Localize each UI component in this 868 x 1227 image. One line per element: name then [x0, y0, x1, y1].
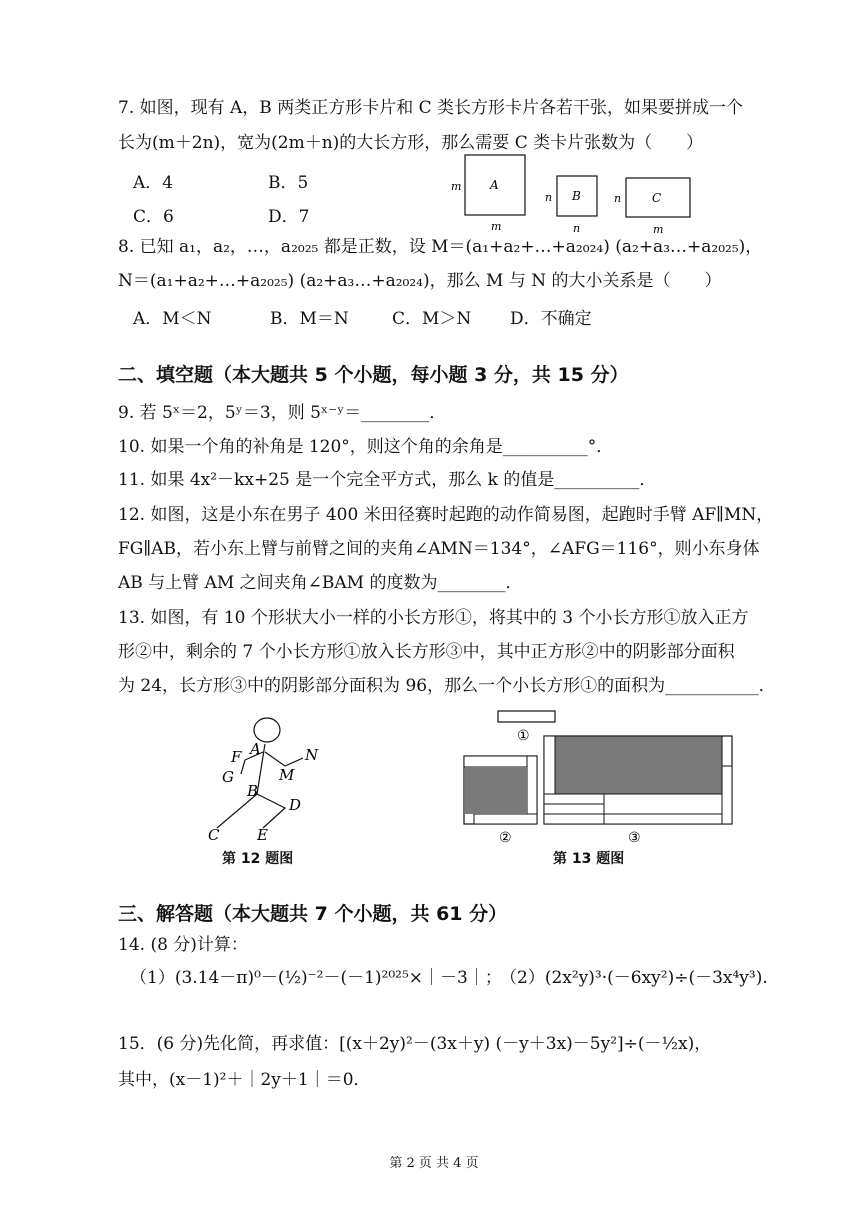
- q9-line: 9. 若 5ˣ＝2，5ʸ＝3，则 5ˣ⁻ʸ＝________．: [118, 403, 447, 423]
- q14-part-1: （1）(3.14－π)⁰－(½)⁻²－(－1)²⁰²⁵×｜－3｜；: [130, 968, 502, 988]
- label-circle-1: ①: [517, 728, 530, 744]
- square-2-top-strip: [464, 756, 527, 767]
- point-n-label: N: [305, 746, 319, 764]
- q15-line-1: 15．(6 分)先化简，再求值：[(x＋2y)²－(3x＋y) (－y＋3x)－5y²]÷(－½x)，: [118, 1034, 712, 1054]
- card-a-side-bottom: m: [491, 220, 502, 233]
- section-2-heading: 二、填空题（本大题共 5 个小题，每小题 3 分，共 15 分）: [118, 364, 629, 386]
- card-b-label: B: [572, 189, 581, 203]
- point-b-label: B: [247, 782, 259, 800]
- point-f-label: F: [231, 748, 242, 766]
- card-a-label: A: [490, 178, 499, 192]
- square-2-shaded-area: [465, 767, 527, 814]
- point-c-label: C: [208, 826, 220, 844]
- page-footer: 第 2 页 共 4 页: [389, 1156, 479, 1171]
- card-c-label: C: [652, 191, 662, 205]
- q8-option-a: A．M＜N: [133, 309, 212, 329]
- card-a-side-left: m: [451, 180, 462, 193]
- rectangle-3-stack-2: [544, 804, 604, 814]
- label-circle-3: ③: [628, 830, 641, 846]
- q7-line-2: 长为(m＋2n)，宽为(2m＋n)的大长方形，那么需要 C 类卡片张数为（ ）: [118, 133, 704, 153]
- rectangle-3-right-strip: [722, 766, 732, 824]
- small-rectangle-1: [498, 711, 555, 722]
- point-m-label: M: [279, 766, 295, 784]
- q14-title: 14. (8 分)计算：: [118, 935, 248, 955]
- square-2-right-strip: [527, 756, 537, 814]
- q12-line-2: FG∥AB，若小东上臂与前臂之间的夹角∠AMN＝134°，∠AFG＝116°，则小东身体: [118, 539, 760, 559]
- rectangle-3-stack-1: [544, 794, 604, 804]
- q8-line-2: N＝(a₁+a₂+…+a₂₀₂₅) (a₂+a₃…+a₂₀₂₄)，那么 M 与 N 的大小关系是（ ）: [118, 271, 722, 291]
- q7-option-b: B．5: [268, 173, 309, 193]
- q12-line-1: 12. 如图，这是小东在男子 400 米田径赛时起跑的动作简易图，起跑时手臂 AF∥MN，: [118, 505, 774, 525]
- point-g-label: G: [222, 768, 234, 786]
- rectangle-3-bottom-strip: [604, 814, 722, 824]
- card-b-side-bottom: n: [573, 222, 581, 235]
- q7-card-figure: [440, 150, 710, 240]
- q13-figure-caption: 第 13 题图: [553, 851, 625, 867]
- runner-leg-front: [257, 794, 285, 828]
- point-a-label: A: [250, 740, 261, 758]
- q12-line-3: AB 与上臂 AM 之间夹角∠BAM 的度数为________．: [118, 573, 523, 593]
- rectangle-3-left-strip: [544, 736, 555, 794]
- point-d-label: D: [289, 796, 302, 814]
- q13-line-1: 13. 如图，有 10 个形状大小一样的小长方形①，将其中的 3 个小长方形①放入正方: [118, 608, 749, 628]
- q12-runner-figure: [205, 712, 335, 847]
- square-2-bottom-strip: [474, 814, 537, 824]
- card-c-side-left: n: [614, 192, 622, 205]
- card-b-side-left: n: [545, 191, 553, 204]
- q13-line-3: 为 24，长方形③中的阴影部分面积为 96，那么一个小长方形①的面积为___________．: [118, 676, 776, 696]
- q12-figure-caption: 第 12 题图: [222, 851, 294, 867]
- q14-part-2: （2）(2x²y)³·(－6xy²)÷(－3x⁴y³).: [500, 968, 768, 988]
- q8-option-c: C．M＞N: [392, 309, 472, 329]
- q13-line-2: 形②中，剩余的 7 个小长方形①放入长方形③中，其中正方形②中的阴影部分面积: [118, 642, 735, 662]
- label-circle-2: ②: [499, 830, 512, 846]
- q11-line: 11. 如果 4x²－kx+25 是一个完全平方式，那么 k 的值是__________．: [118, 470, 657, 490]
- point-e-label: E: [257, 826, 268, 844]
- q8-line-1: 8. 已知 a₁，a₂，…，a₂₀₂₅ 都是正数，设 M＝(a₁+a₂+…+a₂₀₂₄) (a₂+a₃…+a₂₀₂₅)，: [118, 237, 763, 257]
- q13-rectangles-figure: [460, 706, 740, 846]
- section-3-heading: 三、解答题（本大题共 7 个小题，共 61 分）: [118, 903, 508, 925]
- q8-option-b: B．M＝N: [270, 309, 349, 329]
- runner-arm-right: [265, 752, 303, 766]
- q7-option-a: A．4: [133, 173, 174, 193]
- q7-line-1: 7. 如图，现有 A，B 两类正方形卡片和 C 类长方形卡片各若干张，如果要拼成一个: [118, 98, 744, 118]
- q10-line: 10. 如果一个角的补角是 120°，则这个角的余角是__________°．: [118, 437, 614, 457]
- q15-line-2: 其中，(x－1)²＋｜2y＋1｜＝0．: [118, 1070, 371, 1090]
- card-c-side-bottom: m: [653, 223, 664, 236]
- q8-option-d: D．不确定: [510, 309, 592, 329]
- q7-option-d: D．7: [268, 207, 310, 227]
- rectangle-3-stack-3: [544, 814, 604, 824]
- rectangle-3-shaded-area: [555, 736, 722, 794]
- runner-head: [254, 718, 280, 742]
- q7-option-c: C．6: [133, 207, 174, 227]
